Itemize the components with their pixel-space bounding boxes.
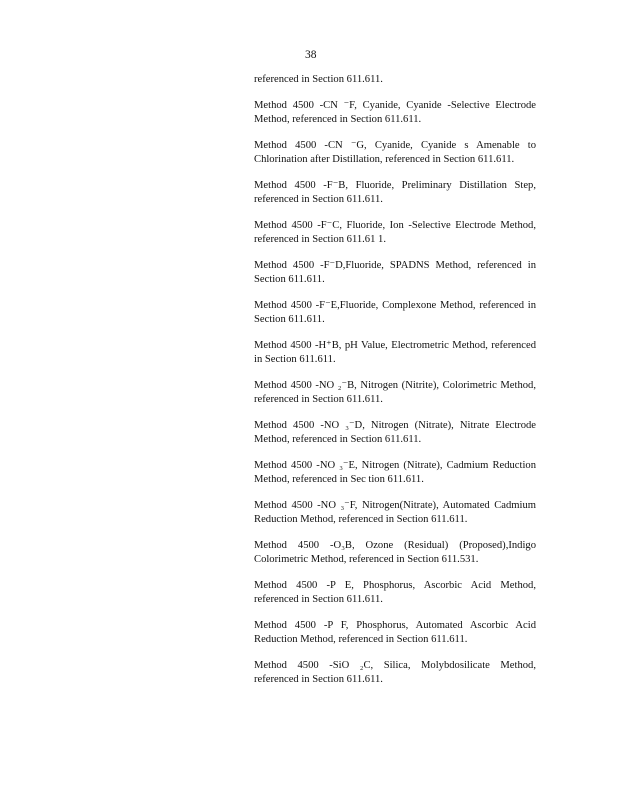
method-entry-silica-molybdosilicate: Method 4500 -SiO ₂C, Silica, Molybdosilicate Method, referenced in Section 611.611. [254, 660, 536, 685]
method-entry-cyanide-amenable-chlorination: Method 4500 -CN ⁻G, Cyanide, Cyanide s Amenable to Chlorination after Distillation, referenced in Section 611.611. [254, 140, 536, 165]
method-entry-nitrate-automated-cadmium: Method 4500 -NO ₃⁻F, Nitrogen(Nitrate), Automated Cadmium Reduction Method, referenced in Section 611.611. [254, 500, 536, 525]
continuation-paragraph: referenced in Section 611.611. [254, 74, 383, 85]
method-entry-ozone-indigo: Method 4500 -O₃B, Ozone (Residual) (Proposed),Indigo Colorimetric Method, referenced in Section 611.531. [254, 540, 536, 565]
method-entry-ph-electrometric: Method 4500 -H⁺B, pH Value, Electrometric Method, referenced in Section 611.611. [254, 340, 536, 365]
method-entry-fluoride-spadns: Method 4500 -F⁻D,Fluoride, SPADNS Method, referenced in Section 611.611. [254, 260, 536, 285]
method-entry-fluoride-ion-selective: Method 4500 -F⁻C, Fluoride, Ion -Selective Electrode Method, referenced in Section 611.61 1. [254, 220, 536, 245]
page-number: 38 [305, 49, 317, 61]
method-entry-cyanide-selective-electrode: Method 4500 -CN ⁻F, Cyanide, Cyanide -Selective Electrode Method, referenced in Section 611.611. [254, 100, 536, 125]
method-entry-nitrite-colorimetric: Method 4500 -NO ₂⁻B, Nitrogen (Nitrite), Colorimetric Method, referenced in Section 611.611. [254, 380, 536, 405]
document-body [254, 73, 536, 687]
method-entry-fluoride-distillation: Method 4500 -F⁻B, Fluoride, Preliminary Distillation Step, referenced in Section 611.611. [254, 180, 536, 205]
method-entry-fluoride-complexone: Method 4500 -F⁻E,Fluoride, Complexone Method, referenced in Section 611.611. [254, 300, 536, 325]
method-entry-phosphorus-automated-ascorbic: Method 4500 -P F, Phosphorus, Automated Ascorbic Acid Reduction Method, referenced in Section 611.611. [254, 620, 536, 645]
method-entry-phosphorus-ascorbic: Method 4500 -P E, Phosphorus, Ascorbic Acid Method, referenced in Section 611.611. [254, 580, 536, 605]
method-entry-nitrate-electrode: Method 4500 -NO ₃⁻D, Nitrogen (Nitrate), Nitrate Electrode Method, referenced in Section 611.611. [254, 420, 536, 445]
method-entry-nitrate-cadmium-reduction: Method 4500 -NO ₃⁻E, Nitrogen (Nitrate), Cadmium Reduction Method, referenced in Sec tion 611.611. [254, 460, 536, 485]
